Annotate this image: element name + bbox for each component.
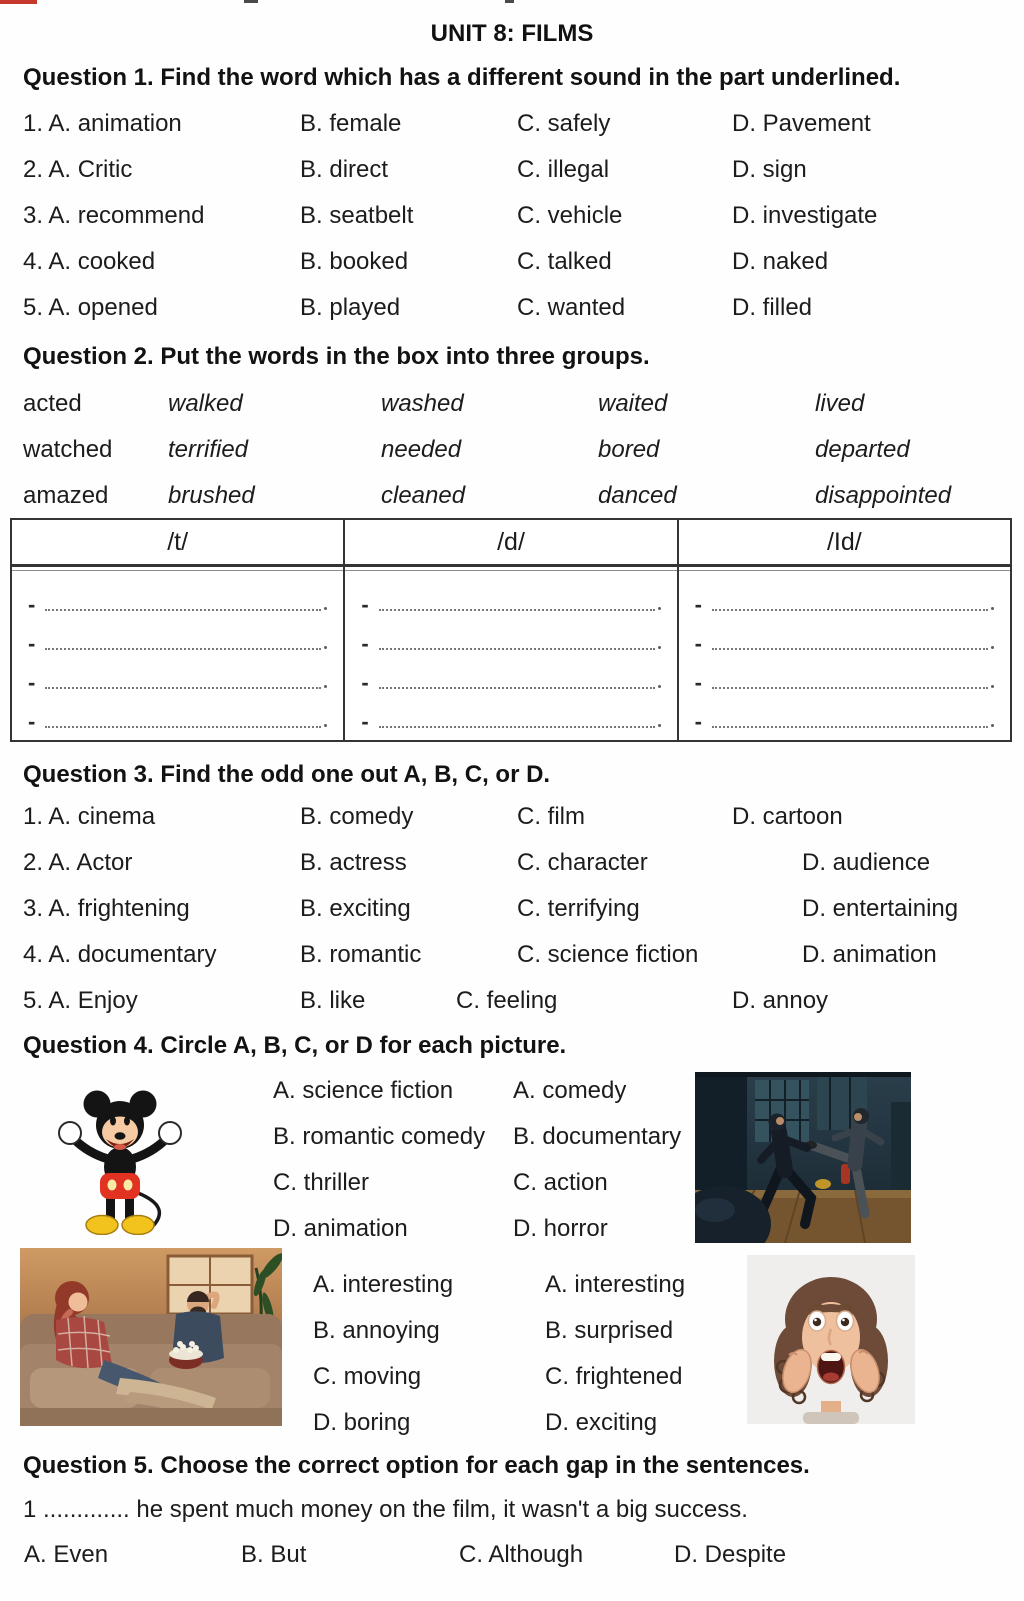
option-a: 4. A. documentary — [23, 941, 217, 968]
option-d: D. animation — [802, 941, 937, 968]
option-a: A. science fiction — [273, 1077, 454, 1104]
word-row-2 — [0, 427, 1024, 473]
question3-heading: Question 3. Find the odd one out A, B, C, or D. — [23, 761, 551, 788]
option-b: B. annoying — [313, 1317, 440, 1344]
option-c: C. feeling — [456, 987, 558, 1014]
answer-blank-line: - — [361, 619, 660, 651]
option-d: D. entertaining — [802, 895, 959, 922]
option-c: C. action — [513, 1169, 608, 1196]
q4-picture1-options — [273, 1068, 485, 1252]
option-d: D. naked — [732, 248, 829, 275]
question2-word-box — [0, 381, 1024, 519]
q1-row-4 — [0, 239, 1024, 285]
option-d: D. annoy — [732, 987, 829, 1014]
answer-blank-line: - — [695, 697, 994, 729]
option-a: 2. A. Critic — [23, 156, 133, 183]
question1-heading: Question 1. Find the word which has a different sound in the part underlined. — [23, 64, 901, 91]
option-a: 1. A. animation — [23, 110, 182, 137]
word: waited — [598, 390, 668, 417]
cropped-content-artifact — [244, 0, 258, 3]
word: cleaned — [381, 482, 466, 509]
option-b: B. documentary — [513, 1123, 682, 1150]
option-a: A. comedy — [513, 1077, 627, 1104]
question2-heading: Question 2. Put the words in the box into three groups. — [23, 343, 650, 370]
option-c: C. illegal — [517, 156, 610, 183]
option-b: B. romantic comedy — [273, 1123, 486, 1150]
option-c: C. Although — [459, 1541, 584, 1568]
option-b: B. But — [241, 1541, 307, 1568]
option-c: C. science fiction — [517, 941, 699, 968]
option-a: A. interesting — [313, 1271, 454, 1298]
option-d: D. Pavement — [732, 110, 871, 137]
option-d: D. filled — [732, 294, 813, 321]
option-a: A. interesting — [545, 1271, 686, 1298]
word: brushed — [168, 482, 255, 509]
q4-picture2-options — [513, 1068, 681, 1252]
answer-blank-line: - — [361, 580, 660, 612]
option-c: C. wanted — [517, 294, 626, 321]
q1-row-1 — [0, 101, 1024, 147]
word: amazed — [23, 482, 109, 509]
option-d: D. sign — [732, 156, 807, 183]
option-d: D. Despite — [674, 1541, 787, 1568]
option-d: D. horror — [513, 1215, 608, 1242]
answer-blank-line: - — [695, 658, 994, 690]
q1-row-5 — [0, 285, 1024, 331]
answer-blank-line: - — [695, 619, 994, 651]
option-a: 4. A. cooked — [23, 248, 156, 275]
option-a: A. Even — [24, 1541, 109, 1568]
option-b: B. comedy — [300, 803, 414, 830]
word-row-1 — [0, 381, 1024, 427]
word: bored — [598, 436, 660, 463]
column-header-id: /Id/ — [679, 520, 1010, 567]
option-b: B. seatbelt — [300, 202, 414, 229]
option-c: C. thriller — [273, 1169, 370, 1196]
option-c: C. vehicle — [517, 202, 623, 229]
q3-row-2 — [0, 840, 1024, 886]
q3-row-1 — [0, 794, 1024, 840]
q3-row-5 — [0, 978, 1024, 1024]
question3-rows — [0, 794, 1024, 1024]
page-title: UNIT 8: FILMS — [430, 20, 594, 47]
option-b: B. played — [300, 294, 401, 321]
q1-row-3 — [0, 193, 1024, 239]
option-c: C. terrifying — [517, 895, 640, 922]
option-c: C. film — [517, 803, 585, 830]
option-b: B. female — [300, 110, 402, 137]
option-a: 1. A. cinema — [23, 803, 156, 830]
question4-heading: Question 4. Circle A, B, C, or D for each picture. — [23, 1032, 567, 1059]
option-a: 5. A. Enjoy — [23, 987, 138, 1014]
option-a: 2. A. Actor — [23, 849, 133, 876]
table-column-t — [12, 520, 345, 740]
surprised-woman-image — [747, 1255, 915, 1424]
q4-picture3-options — [313, 1262, 453, 1446]
option-a: 5. A. opened — [23, 294, 158, 321]
option-b: B. like — [300, 987, 366, 1014]
answer-blank-line: - — [28, 697, 327, 729]
mickey-mouse-image — [50, 1075, 190, 1235]
action-scene-image — [695, 1072, 911, 1243]
answer-blank-line: - — [28, 580, 327, 612]
option-d: D. animation — [273, 1215, 408, 1242]
option-a: 3. A. recommend — [23, 202, 205, 229]
sound-groups-table — [10, 518, 1012, 742]
q5-sentence-1: 1 ............. he spent much money on the film, it wasn't a big success. — [23, 1496, 748, 1523]
option-c: C. character — [517, 849, 648, 876]
word: washed — [381, 390, 464, 417]
table-column-id — [679, 520, 1010, 740]
word: lived — [815, 390, 865, 417]
option-b: B. direct — [300, 156, 389, 183]
cropped-content-artifact — [505, 0, 514, 3]
option-a: 3. A. frightening — [23, 895, 190, 922]
option-c: C. moving — [313, 1363, 422, 1390]
question1-rows — [0, 101, 1024, 331]
option-c: C. frightened — [545, 1363, 683, 1390]
column-header-d: /d/ — [345, 520, 676, 567]
answer-blank-line: - — [28, 619, 327, 651]
q1-row-2 — [0, 147, 1024, 193]
cropped-content-artifact — [0, 0, 37, 4]
option-c: C. talked — [517, 248, 612, 275]
answer-blank-line: - — [361, 658, 660, 690]
option-d: D. boring — [313, 1409, 411, 1436]
q3-row-3 — [0, 886, 1024, 932]
q4-picture4-options — [545, 1262, 685, 1446]
word: terrified — [168, 436, 249, 463]
word-row-3 — [0, 473, 1024, 519]
word: danced — [598, 482, 677, 509]
option-c: C. safely — [517, 110, 611, 137]
word: disappointed — [815, 482, 952, 509]
word: walked — [168, 390, 243, 417]
q5-options-1 — [0, 1532, 1024, 1578]
option-b: B. booked — [300, 248, 409, 275]
column-header-t: /t/ — [12, 520, 343, 567]
option-b: B. actress — [300, 849, 407, 876]
word: needed — [381, 436, 462, 463]
option-b: B. surprised — [545, 1317, 674, 1344]
option-d: D. audience — [802, 849, 931, 876]
q3-row-4 — [0, 932, 1024, 978]
couch-scene-image — [20, 1248, 282, 1426]
option-b: B. exciting — [300, 895, 411, 922]
word: departed — [815, 436, 910, 463]
answer-blank-line: - — [28, 658, 327, 690]
option-b: B. romantic — [300, 941, 422, 968]
question5-heading: Question 5. Choose the correct option for each gap in the sentences. — [23, 1452, 810, 1479]
option-d: D. cartoon — [732, 803, 843, 830]
option-d: D. investigate — [732, 202, 878, 229]
answer-blank-line: - — [361, 697, 660, 729]
word: watched — [23, 436, 113, 463]
option-d: D. exciting — [545, 1409, 658, 1436]
table-column-d — [345, 520, 678, 740]
word: acted — [23, 390, 82, 417]
answer-blank-line: - — [695, 580, 994, 612]
